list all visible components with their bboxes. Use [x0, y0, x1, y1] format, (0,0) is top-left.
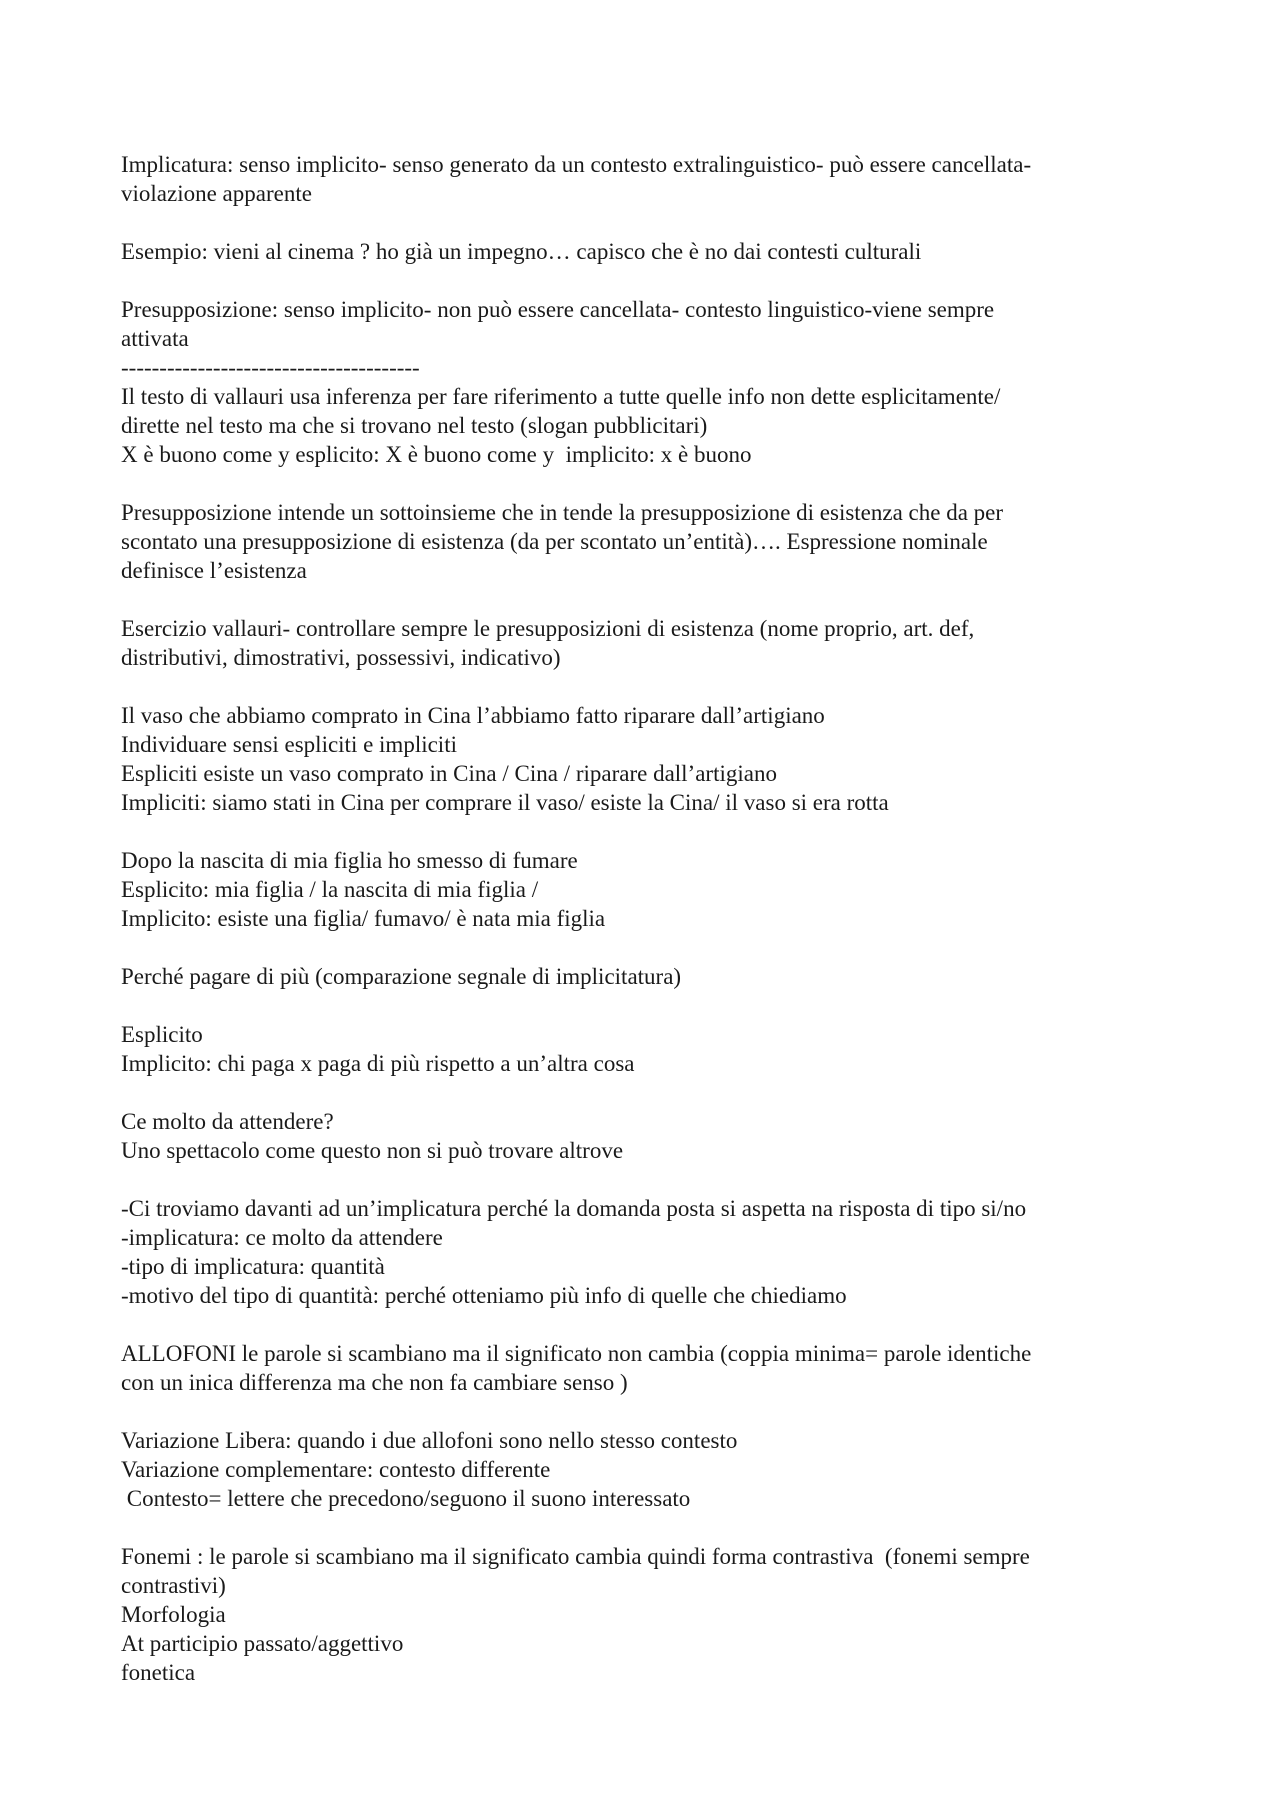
- text-line: -Ci troviamo davanti ad un’implicatura perché la domanda posta si aspetta na risposta di tipo si/no: [121, 1196, 1027, 1221]
- paragraph: [121, 1426, 1171, 1513]
- text-line: con un inica differenza ma che non fa cambiare senso ): [121, 1370, 628, 1395]
- text-line: Esplicito: mia figlia / la nascita di mia figlia /: [121, 877, 539, 902]
- text-line: At participio passato/aggettivo: [121, 1631, 404, 1656]
- document-body: [121, 150, 1171, 1687]
- text-line: Implicito: chi paga x paga di più rispetto a un’altra cosa: [121, 1051, 635, 1076]
- text-line: definisce l’esistenza: [121, 558, 307, 583]
- text-line: -motivo del tipo di quantità: perché otteniamo più info di quelle che chiediamo: [121, 1283, 847, 1308]
- text-line: -implicatura: ce molto da attendere: [121, 1225, 443, 1250]
- text-line: -tipo di implicatura: quantità: [121, 1254, 385, 1279]
- text-line: Perché pagare di più (comparazione segnale di implicitatura): [121, 964, 682, 989]
- text-line: contrastivi): [121, 1573, 226, 1598]
- paragraph: [121, 295, 1171, 469]
- paragraph: [121, 846, 1171, 933]
- paragraph: [121, 150, 1171, 208]
- text-line: Implicito: esiste una figlia/ fumavo/ è nata mia figlia: [121, 906, 606, 931]
- paragraph: [121, 1020, 1171, 1078]
- text-line: Dopo la nascita di mia figlia ho smesso di fumare: [121, 848, 578, 873]
- text-line: Esercizio vallauri- controllare sempre le presupposizioni di esistenza (nome proprio, art. def,: [121, 616, 975, 641]
- text-line: Contesto= lettere che precedono/seguono il suono interessato: [121, 1486, 691, 1511]
- text-line: violazione apparente: [121, 181, 312, 206]
- text-line: ALLOFONI le parole si scambiano ma il significato non cambia (coppia minima= parole identiche: [121, 1341, 1032, 1366]
- text-line: attivata: [121, 326, 189, 351]
- paragraph: [121, 498, 1171, 585]
- text-line: distributivi, dimostrativi, possessivi, indicativo): [121, 645, 561, 670]
- paragraph: [121, 1339, 1171, 1397]
- text-line: Uno spettacolo come questo non si può trovare altrove: [121, 1138, 624, 1163]
- paragraph: [121, 1194, 1171, 1310]
- text-line: dirette nel testo ma che si trovano nel testo (slogan pubblicitari): [121, 413, 708, 438]
- text-line: scontato una presupposizione di esistenza (da per scontato un’entità)…. Espressione nominale: [121, 529, 988, 554]
- text-line: Variazione Libera: quando i due allofoni sono nello stesso contesto: [121, 1428, 738, 1453]
- text-line: Fonemi : le parole si scambiano ma il significato cambia quindi forma contrastiva (fonemi sempre: [121, 1544, 1030, 1569]
- text-line: Espliciti esiste un vaso comprato in Cina / Cina / riparare dall’artigiano: [121, 761, 777, 786]
- paragraph: [121, 237, 1171, 266]
- paragraph: [121, 1107, 1171, 1165]
- paragraph: [121, 614, 1171, 672]
- text-line: Esplicito: [121, 1022, 203, 1047]
- text-line: Implicatura: senso implicito- senso generato da un contesto extralinguistico- può essere cancellata-: [121, 152, 1032, 177]
- paragraph: [121, 1542, 1171, 1687]
- text-line: Esempio: vieni al cinema ? ho già un impegno… capisco che è no dai contesti culturali: [121, 239, 922, 264]
- text-line: Presupposizione: senso implicito- non può essere cancellata- contesto linguistico-viene sempre: [121, 297, 995, 322]
- paragraph: [121, 701, 1171, 817]
- text-line: Impliciti: siamo stati in Cina per comprare il vaso/ esiste la Cina/ il vaso si era rotta: [121, 790, 889, 815]
- text-line: X è buono come y esplicito: X è buono come y implicito: x è buono: [121, 442, 752, 467]
- text-line: Variazione complementare: contesto differente: [121, 1457, 551, 1482]
- text-line: ---------------------------------------: [121, 355, 420, 380]
- text-line: Presupposizione intende un sottoinsieme che in tende la presupposizione di esistenza che da per: [121, 500, 1004, 525]
- text-line: Il vaso che abbiamo comprato in Cina l’abbiamo fatto riparare dall’artigiano: [121, 703, 825, 728]
- text-line: Il testo di vallauri usa inferenza per fare riferimento a tutte quelle info non dette esplicitamente/: [121, 384, 1001, 409]
- text-line: Individuare sensi espliciti e impliciti: [121, 732, 457, 757]
- paragraph: [121, 962, 1171, 991]
- text-line: Morfologia: [121, 1602, 226, 1627]
- text-line: fonetica: [121, 1660, 196, 1685]
- text-line: Ce molto da attendere?: [121, 1109, 334, 1134]
